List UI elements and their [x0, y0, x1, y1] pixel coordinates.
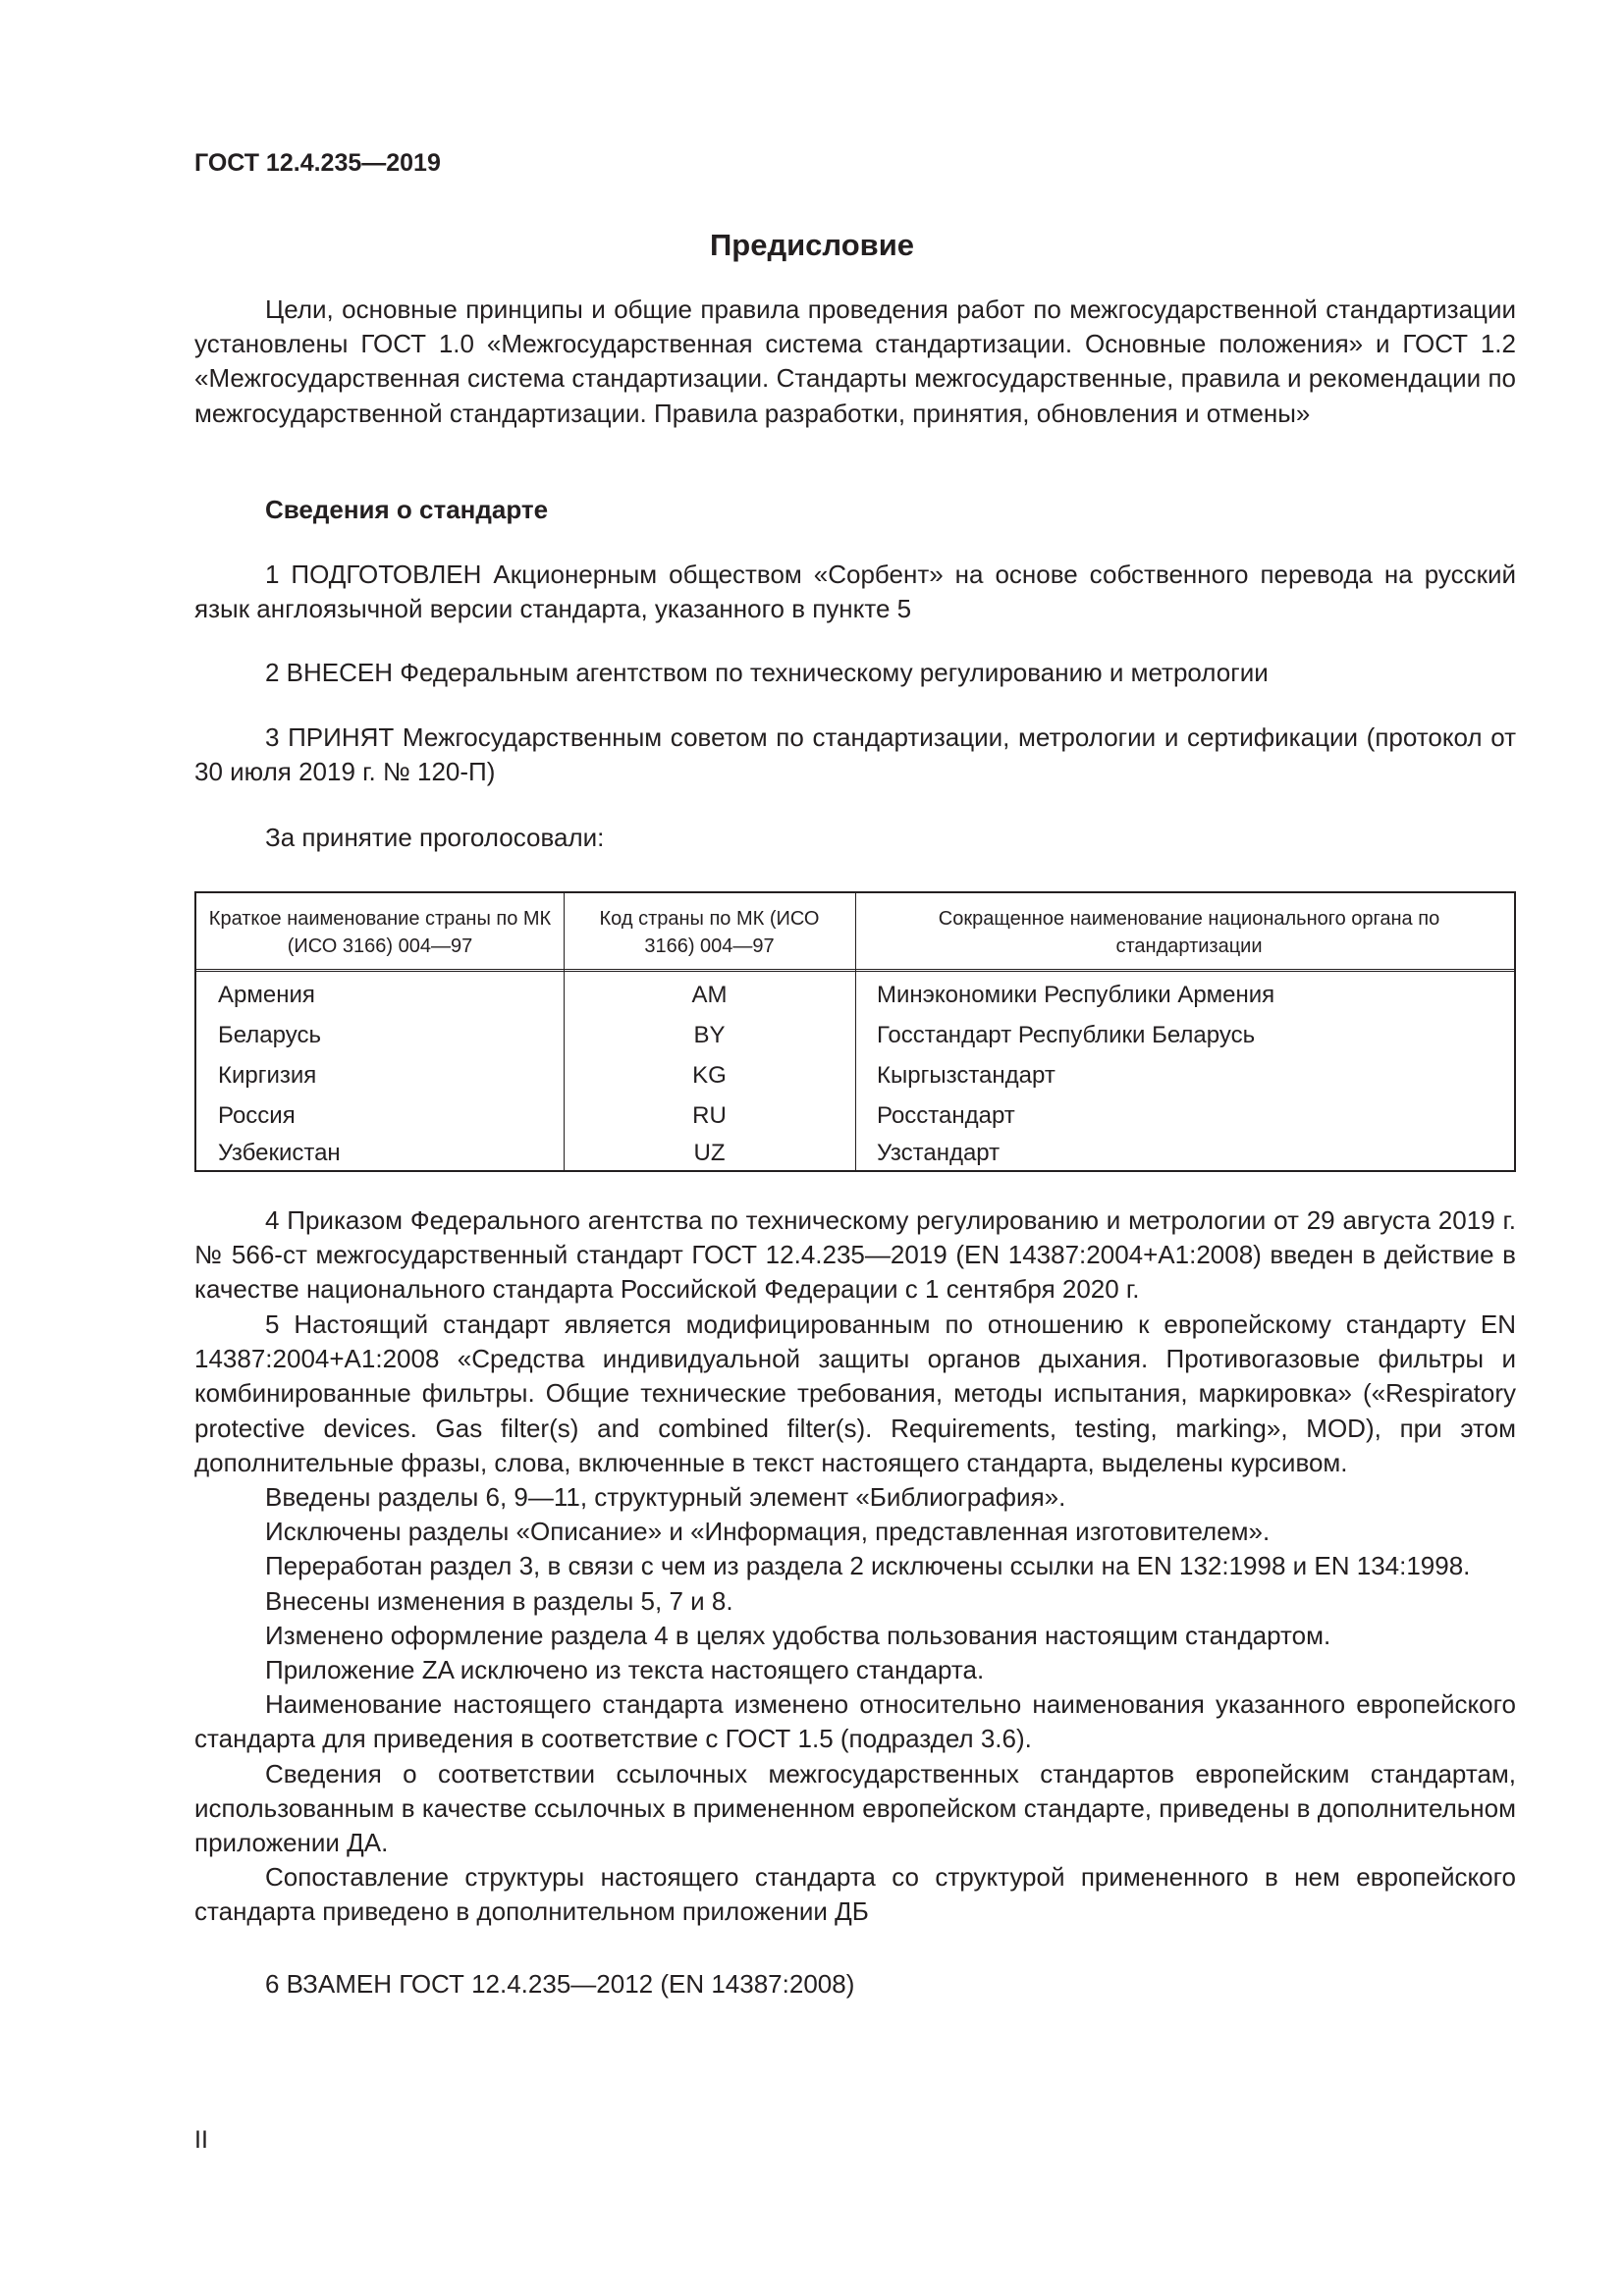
- code-cell: RU: [692, 1102, 727, 1129]
- country-cell: Киргизия: [218, 1062, 317, 1089]
- body-cell: Кыргызстандарт: [877, 1062, 1056, 1089]
- section-heading: Сведения о стандарте: [265, 495, 549, 524]
- country-cell: Россия: [218, 1102, 296, 1129]
- country-cell: Беларусь: [218, 1022, 321, 1048]
- item-5-paragraph: Сведения о соответствии ссылочных межгосударственных стандартов европейским стандартам, использованным в качестве ссылочных в примененном европейском стандарте, приведены в дополнительном приложении ДА.: [194, 1758, 1516, 1858]
- item-4-paragraph: 4 Приказом Федерального агентства по техническому регулированию и метрологии от 29 августа 2019 г. № 566-ст межгосударственный стандарт ГОСТ 12.4.235—2019 (EN 14387:2004+A1:2008) введен в действие в качестве национального стандарта Российской Федерации с 1 сентября 2020 г.: [194, 1205, 1516, 1305]
- item-5-paragraph: Приложение ZA исключено из текста настоящего стандарта.: [265, 1655, 985, 1685]
- header-country: Краткое наименование страны по МК (ИСО 3166) 004—97: [208, 908, 552, 957]
- body-cell: Минэкономики Республики Армения: [877, 982, 1275, 1008]
- country-cell: Узбекистан: [218, 1140, 341, 1166]
- item-2-paragraph: 2 ВНЕСЕН Федеральным агентством по техническому регулированию и метрологии: [265, 658, 1269, 687]
- code-cell: BY: [693, 1022, 726, 1048]
- voting-table: [194, 891, 1516, 1172]
- table-row: [196, 1096, 1514, 1137]
- header-code: Код страны по МК (ИСО 3166) 004—97: [599, 908, 820, 957]
- item-5-paragraph: Изменено оформление раздела 4 в целях удобства пользования настоящим стандартом.: [265, 1620, 1331, 1650]
- item-6-paragraph: 6 ВЗАМЕН ГОСТ 12.4.235—2012 (EN 14387:2008): [265, 1969, 855, 1999]
- item-5-paragraph: Переработан раздел 3, в связи с чем из раздела 2 исключены ссылки на EN 132:1998 и EN 134:1998.: [265, 1551, 1471, 1581]
- item-5-paragraph: Введены разделы 6, 9—11, структурный элемент «Библиография».: [265, 1482, 1066, 1513]
- body-cell: Росстандарт: [877, 1102, 1015, 1129]
- item-5-paragraph: Внесены изменения в разделы 5, 7 и 8.: [265, 1585, 733, 1616]
- item-5-paragraph: Исключены разделы «Описание» и «Информация, представленная изготовителем».: [265, 1517, 1271, 1547]
- header-body: Сокращенное наименование национального органа по стандартизации: [938, 908, 1440, 957]
- table-row: [196, 976, 1514, 1016]
- table-row: [196, 1056, 1514, 1096]
- item-3-paragraph: 3 ПРИНЯТ Межгосударственным советом по стандартизации, метрологии и сертификации (протокол от 30 июля 2019 г. № 120-П): [194, 722, 1516, 787]
- code-cell: KG: [692, 1062, 727, 1089]
- intro-paragraph: Цели, основные принципы и общие правила проведения работ по межгосударственной стандартизации установлены ГОСТ 1.0 «Межгосударственная система стандартизации. Основные положения» и ГОСТ 1.2 «Межгосударственная система стандартизации. Стандарты межгосударственные, правила и рекомендации по межгосударственной стандартизации. Правила разработки, принятия, обновления и отмены»: [194, 294, 1516, 428]
- voted-label: За принятие проголосовали:: [265, 823, 605, 852]
- item-5-paragraph: Наименование настоящего стандарта изменено относительно наименования указанного европейского стандарта для приведения в соответствие с ГОСТ 1.5 (подраздел 3.6).: [194, 1689, 1516, 1754]
- page-number: II: [194, 2126, 208, 2154]
- country-cell: Армения: [218, 982, 315, 1008]
- item-1-paragraph: 1 ПОДГОТОВЛЕН Акционерным обществом «Сорбент» на основе собственного перевода на русский язык англоязычной версии стандарта, указанного в пункте 5: [194, 560, 1516, 624]
- code-cell: AM: [691, 982, 728, 1008]
- item-5-section: [194, 1308, 1516, 1930]
- document-code: ГОСТ 12.4.235—2019: [194, 149, 441, 177]
- item-5-paragraph: 5 Настоящий стандарт является модифицированным по отношению к европейскому стандарту EN 14387:2004+A1:2008 «Средства индивидуальной защиты органов дыхания. Противогазовые фильтры и комбинированные фильтры. Общие технические требования, методы испытания, маркировка» («Respiratory protective devices. Gas filter(s) and combined filter(s). Requirements, testing, marking», MOD), при этом дополнительные фразы, слова, включенные в текст настоящего стандарта, выделены курсивом.: [194, 1309, 1516, 1477]
- item-5-paragraph: Сопоставление структуры настоящего стандарта со структурой примененного в нем европейского стандарта приведено в дополнительном приложении ДБ: [194, 1862, 1516, 1927]
- page-title: Предисловие: [709, 228, 914, 262]
- table-row: [196, 1134, 1514, 1174]
- body-cell: Госстандарт Республики Беларусь: [877, 1022, 1256, 1048]
- table-header: [196, 893, 1514, 972]
- table-row: [196, 1016, 1514, 1056]
- body-cell: Узстандарт: [877, 1140, 1001, 1166]
- code-cell: UZ: [693, 1140, 726, 1166]
